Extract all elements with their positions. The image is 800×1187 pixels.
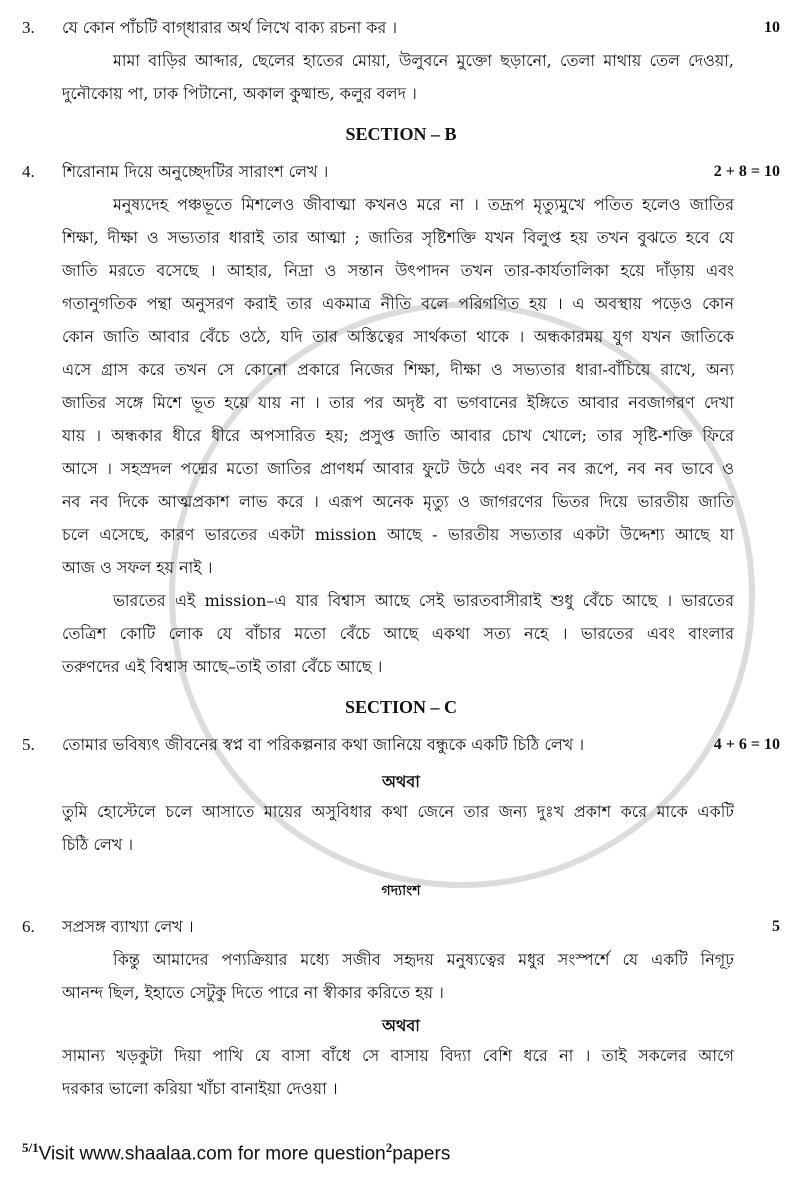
quote-line: সামান্য খড়কুটা দিয়া পাখি যে বাসা বাঁধে সে বাসায় বিদ্যা বেশি ধরে না । তাই সকলের আগে — [62, 1046, 734, 1065]
passage-line: আসে । সহস্রদল পদ্মের মতো জাতির প্রাণধর্ম আবার ফুটে উঠে এবং নব নব রূপে, নব নব ভাবে ও — [62, 459, 734, 478]
quote-line: দরকার ভালো করিয়া খাঁচা বানাইয়া দেওয়া । — [62, 1079, 338, 1098]
passage-line: চলে এসেছে, কারণ ভারতের একটা mission আছে - ভারতীয় সভ্যতার একটা উদ্দেশ্য আছে যা — [62, 525, 734, 544]
quote-line: কিন্তু আমাদের পণ্যক্রিয়ার মধ্যে সজীব সহৃদয় মনুষ্যত্বের মধুর সংস্পর্শে যে একটি নিগূঢ় — [113, 950, 734, 969]
section-c-heading: SECTION – C — [344, 697, 458, 717]
passage-paragraph-1 — [62, 193, 734, 580]
footer — [22, 1135, 780, 1167]
question-number: 4. — [22, 162, 35, 181]
question-marks: 10 — [764, 19, 780, 36]
section-b-heading: SECTION – B — [345, 124, 457, 144]
question-5 — [22, 733, 780, 766]
passage-line: গতানুগতিক পন্থা অনুসরণ করাই তার একমাত্র নীতি বলে পরিগণিত হয় । এ অবস্থায় পড়েও কোন — [62, 294, 734, 313]
question-prompt: যে কোন পাঁচটি বাগ্‌ধারার অর্থ লিখে বাক্য রচনা কর । — [62, 18, 398, 37]
question-number: 6. — [22, 917, 35, 936]
passage-line: নব নব দিকে আত্মপ্রকাশ লাভ করে । এরূপ অনেক মৃত্যু ও জাগরণের ভিতর দিয়ে ভারতীয় জাতি — [62, 492, 734, 511]
question-6 — [22, 915, 780, 948]
passage-line: আজ ও সফল হয় নাই । — [62, 558, 213, 577]
question-prompt: সপ্রসঙ্গ ব্যাখ্যা লেখ । — [62, 917, 194, 936]
idiom-list-line: মামা বাড়ির আব্দার, ছেলের হাতের মোয়া, উলুবনে মুক্তো ছড়ানো, তেলা মাথায় তেল দেওয়া, — [113, 51, 734, 70]
passage-line: তরুণদের এই বিশ্বাস আছে–তাই তারা বেঁচে আছে । — [62, 657, 383, 676]
question-prompt: তোমার ভবিষ্যৎ জীবনের স্বপ্ন বা পরিকল্পনার কথা জানিয়ে বন্ধুকে একটি চিঠি লেখ । — [62, 735, 585, 754]
passage-line: এসে গ্রাস করে তখন সে কোনো প্রকারে নিজের শিক্ষা, দীক্ষা ও সভ্যতার ধারা-বাঁচিয়ে রাখে, অন্য — [62, 360, 734, 379]
question-prompt: শিরোনাম দিয়ে অনুচ্ছেদটির সারাংশ লেখ । — [62, 162, 329, 181]
idiom-list-line: দুনৌকোয় পা, ঢাক পিটানো, অকাল কুষ্মান্ড, কলুর বলদ । — [62, 84, 417, 103]
question-marks: 2 + 8 = 10 — [713, 163, 780, 180]
prose-section-heading: গদ্যাংশ — [381, 883, 421, 899]
alternative-question-line: তুমি হোস্টেলে চলে আসাতে মায়ের অসুবিধার কথা জেনে তার জন্য দুঃখ প্রকাশ করে মাকে একটি — [62, 802, 734, 821]
passage-paragraph-2 — [62, 589, 734, 679]
footer-promo-text-end: papers — [392, 1143, 451, 1165]
passage-line: শিক্ষা, দীক্ষা ও সভ্যতার ধারাই তার আত্মা ; জাতির সৃষ্টিশক্তি যখন বিলুপ্ত হয় তখন বুঝতে হবে যে — [62, 228, 734, 247]
question-marks: 5 — [772, 918, 780, 935]
paper-code: 5/1 — [22, 1140, 39, 1155]
passage-line: জাতি মরতে বসেছে । আহার, নিদ্রা ও সন্তান উৎপাদন তখন তার-কার্যতালিকা হয়ে দাঁড়ায় এবং — [62, 261, 734, 280]
passage-line: মনুষ্যদেহ পঞ্চভূতে মিশলেও জীবাত্মা কখনও মরে না । তদ্রূপ মৃত্যুমুখে পতিত হলেও জাতির — [113, 195, 734, 214]
passage-line: ভারতের এই mission–এ যার বিশ্বাস আছে সেই ভারতবাসীরাই শুধু বেঁচে আছে । ভারতের — [113, 591, 734, 610]
passage-line: জাতির সঙ্গে মিশে ভূত হয়ে যায় না । তার পর অদৃষ্ট বা ভগবানের ইঙ্গিতে আবার নবজাগরণ দেখা — [62, 393, 734, 412]
passage-line: যায় । অন্ধকার ধীরে ধীরে অপসারিত হয়; প্রসুপ্ত জাতি আবার চোখ খোলে; তার সৃষ্টি-শক্তি ফিরে — [62, 426, 734, 445]
passage-line: তেত্রিশ কোটি লোক যে বাঁচার মতো বেঁচে আছে একথা সত্য নহে । ভারতের এবং বাংলার — [62, 624, 734, 643]
question-marks: 4 + 6 = 10 — [713, 736, 780, 753]
question-number: 5. — [22, 735, 35, 754]
question-4 — [22, 160, 780, 193]
question-number: 3. — [22, 18, 35, 37]
quote-line: আনন্দ ছিল, ইহাতে সেটুকু দিতে পারে না স্বীকার করিতে হয় । — [62, 983, 444, 1002]
page-number: 2 — [385, 1140, 393, 1155]
footer-promo-text: Visit www.shaalaa.com for more question — [38, 1143, 386, 1165]
alternative-question-line: চিঠি লেখ । — [62, 835, 134, 854]
or-label: অথবা — [382, 772, 420, 791]
passage-line: কোন জাতি আবার বেঁচে ওঠে, যদি তার অস্তিত্বের সার্থকতা থাকে । অন্ধকারময় যুগ যখন জাতিকে — [62, 327, 734, 346]
question-3 — [22, 16, 780, 49]
or-label: অথবা — [382, 1016, 420, 1035]
